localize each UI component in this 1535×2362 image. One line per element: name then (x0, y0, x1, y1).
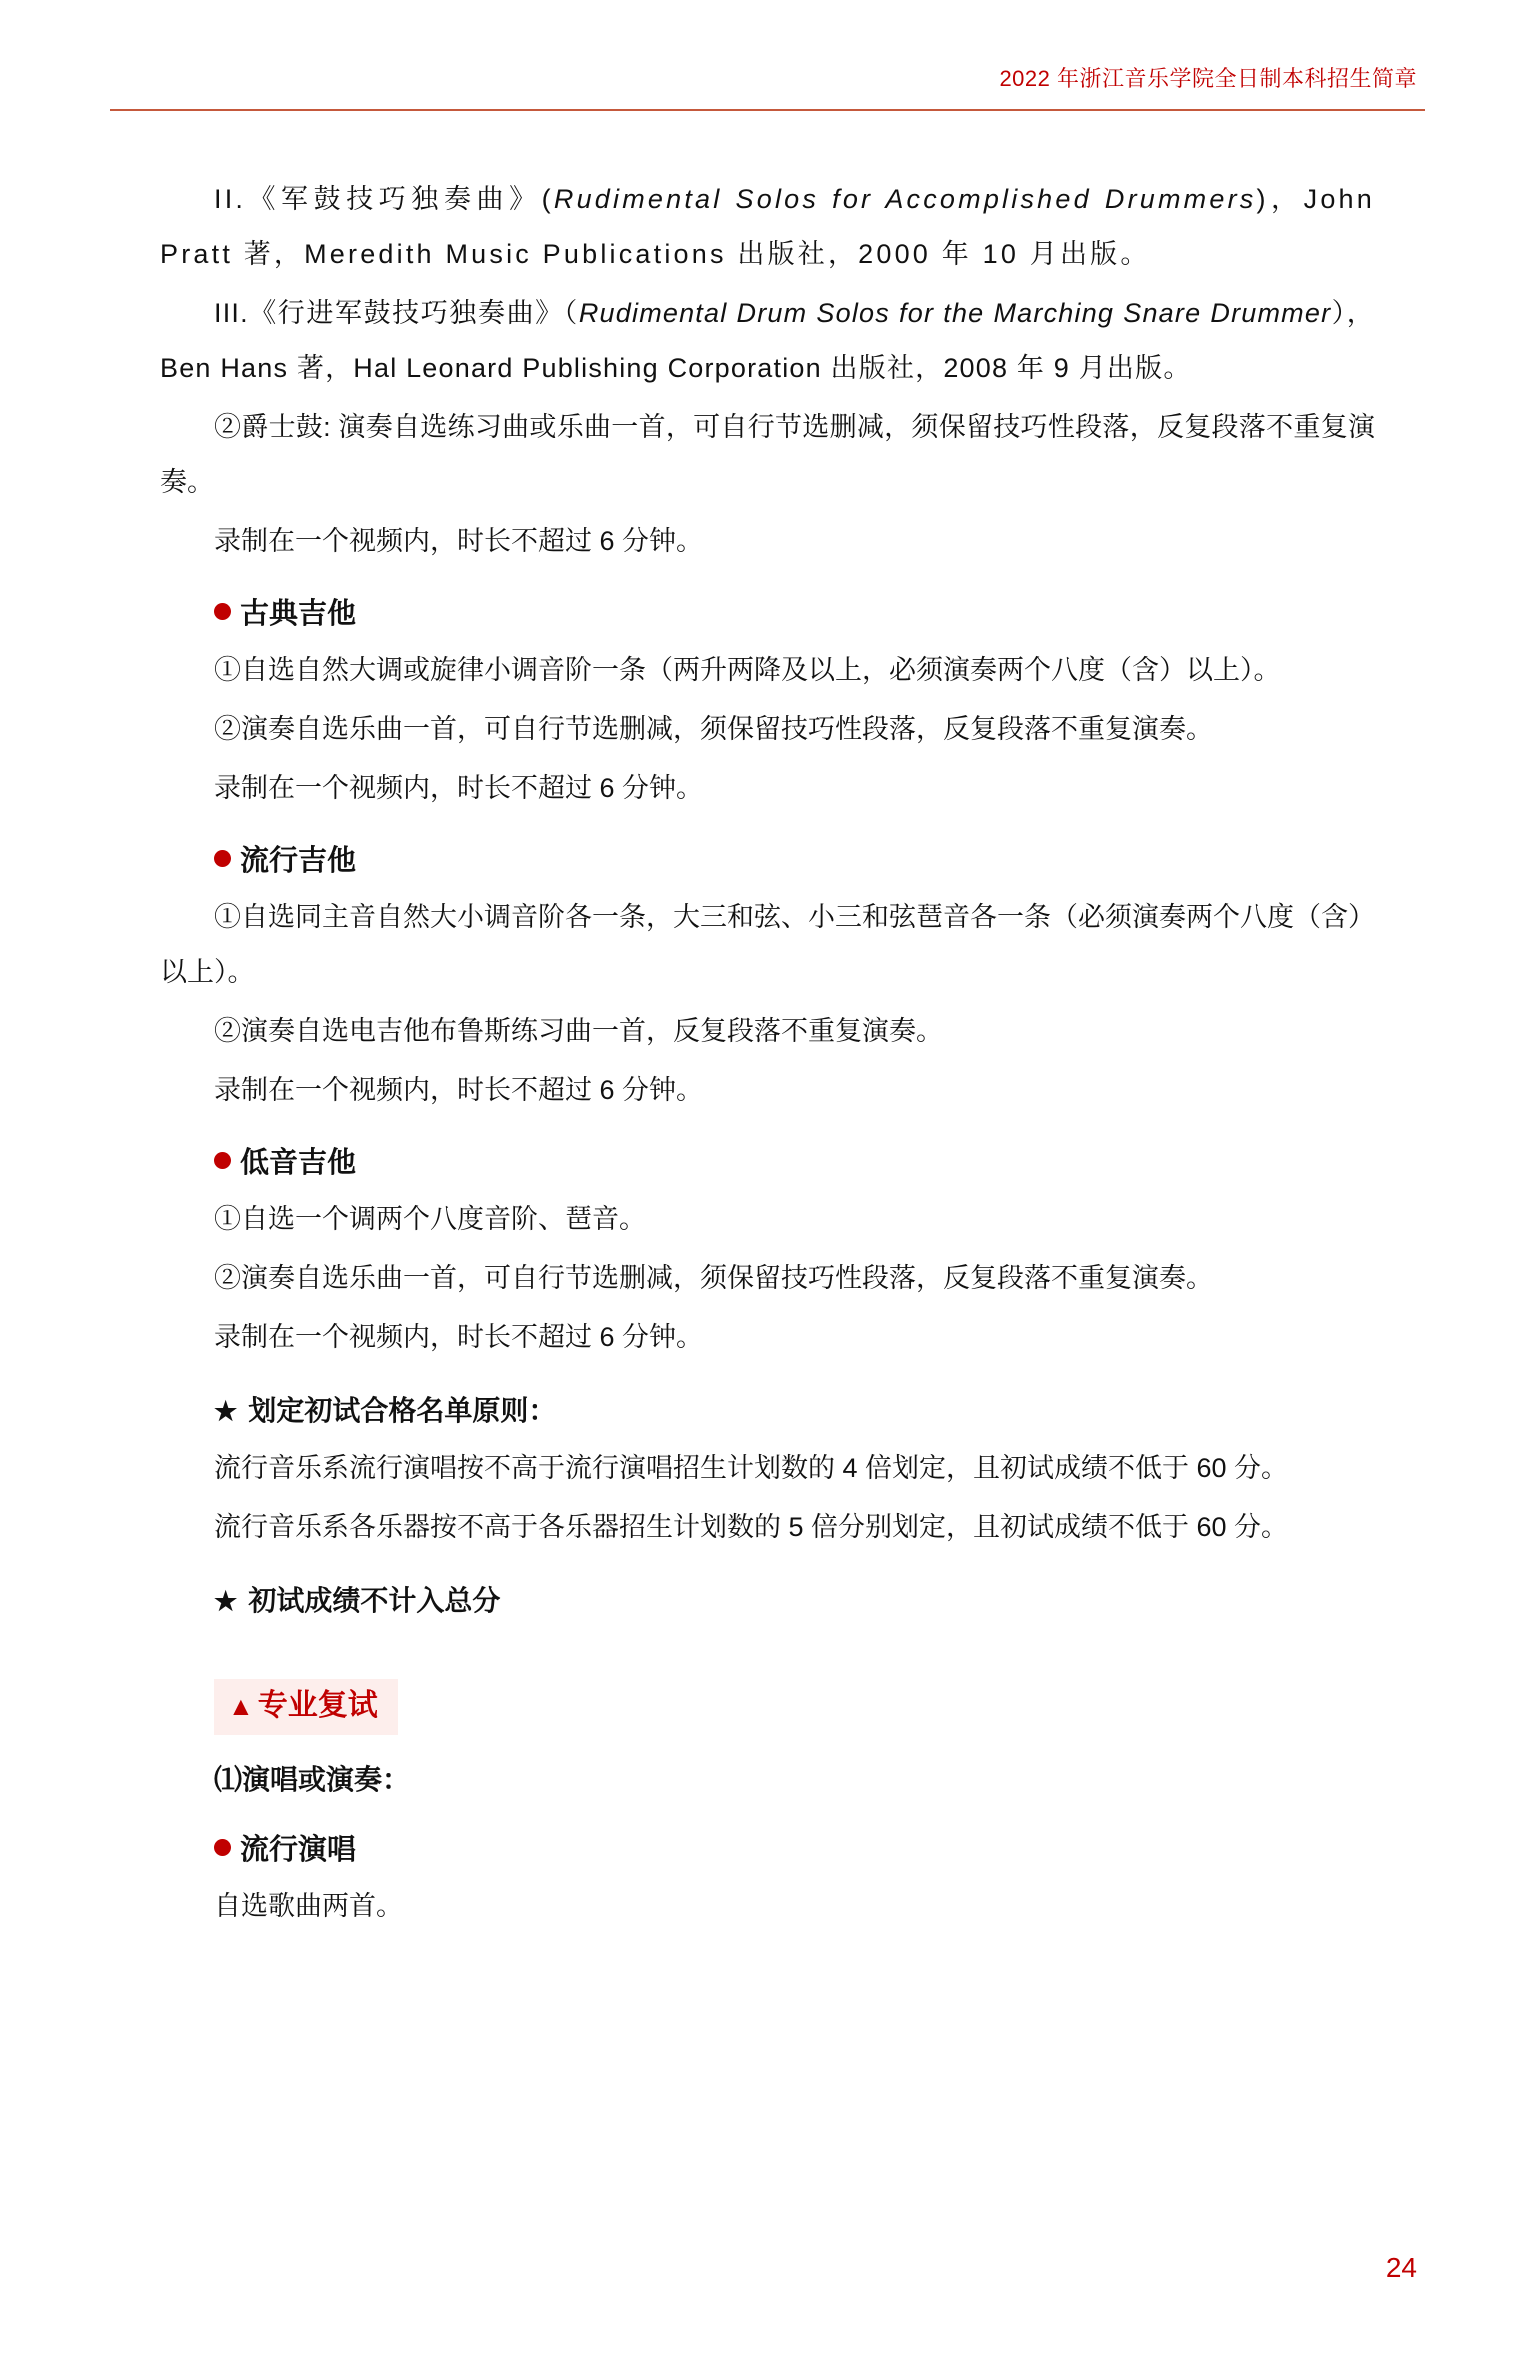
heading-no-total-score (160, 1575, 1375, 1627)
header-divider (110, 109, 1425, 111)
star-icon: ★ (214, 1586, 238, 1616)
roman-two-italic-title: Rudimental Solos for Accomplished Drummers (553, 184, 1257, 214)
paragraph-jazz-drum: ②爵士鼓: 演奏自选练习曲或乐曲一首，可自行节选删减，须保留技巧性段落，反复段落不重复演奏。 (160, 412, 1375, 497)
principle-item-1: 流行音乐系流行演唱按不高于流行演唱招生计划数的 4 倍划定，且初试成绩不低于 60 分。 (214, 1453, 1289, 1483)
heading-bass-guitar-label: 低音吉他 (240, 1147, 357, 1179)
heading-qualify-principle-label: 划定初试合格名单原则： (248, 1395, 557, 1426)
triangle-icon: ▲ (228, 1691, 254, 1721)
star-icon: ★ (214, 1396, 238, 1426)
red-disc-icon (214, 1839, 231, 1856)
page-header (0, 62, 1535, 122)
classical-guitar-item-1: ①自选自然大调或旋律小调音阶一条（两升两降及以上，必须演奏两个八度（含）以上）。 (214, 655, 1281, 685)
section-banner (160, 1679, 1375, 1735)
red-disc-icon (214, 603, 231, 620)
page-content (160, 172, 1375, 1938)
pop-guitar-item-2: ②演奏自选电吉他布鲁斯练习曲一首，反复段落不重复演奏。 (214, 1016, 943, 1046)
pop-guitar-item-1: ①自选同主音自然大小调音阶各一条，大三和弦、小三和弦琶音各一条（必须演奏两个八度（含）以上）。 (160, 902, 1375, 987)
heading-classical-guitar-label: 古典吉他 (240, 598, 357, 630)
bass-guitar-item-2: ②演奏自选乐曲一首，可自行节选删减，须保留技巧性段落，反复段落不重复演奏。 (214, 1263, 1213, 1293)
heading-no-total-score-label: 初试成绩不计入总分 (248, 1585, 501, 1616)
heading-pop-vocal-label: 流行演唱 (240, 1834, 357, 1866)
record-note-4: 录制在一个视频内，时长不超过 6 分钟。 (214, 1322, 704, 1352)
page-number: 24 (1385, 2252, 1417, 2283)
record-note-2: 录制在一个视频内，时长不超过 6 分钟。 (214, 773, 704, 803)
red-disc-icon (214, 1152, 231, 1169)
roman-three-italic-title: Rudimental Drum Solos for the Marching Snare Drummer (578, 298, 1332, 328)
roman-three-suffix: ），Ben Hans 著，Hal Leonard Publishing Corporation 出版社，2008 年 9 月出版。 (160, 298, 1375, 383)
record-note-3: 录制在一个视频内，时长不超过 6 分钟。 (214, 1075, 704, 1105)
roman-two-prefix: II.《军鼓技巧独奏曲》( (214, 184, 554, 214)
pop-vocal-item-1: 自选歌曲两首。 (214, 1891, 403, 1921)
heading-pop-vocal (160, 1827, 1375, 1873)
heading-bass-guitar (160, 1140, 1375, 1186)
heading-pop-guitar-label: 流行吉他 (240, 845, 357, 877)
section-banner-label: 专业复试 (257, 1689, 378, 1722)
section-banner-inner (214, 1679, 398, 1735)
paragraph-roman-three (160, 286, 1375, 396)
heading-qualify-principle (160, 1385, 1375, 1437)
roman-two-suffix: )，John Pratt 著，Meredith Music Publications 出版社，2000 年 10 月出版。 (160, 184, 1375, 269)
bass-guitar-item-1: ①自选一个调两个八度音阶、琶音。 (214, 1204, 646, 1234)
header-title: 2022 年浙江音乐学院全日制本科招生简章 (999, 66, 1417, 91)
roman-three-prefix: III.《行进军鼓技巧独奏曲》（ (214, 298, 579, 328)
paragraph-roman-two (160, 172, 1375, 282)
principle-item-2: 流行音乐系各乐器按不高于各乐器招生计划数的 5 倍分别划定，且初试成绩不低于 60 分。 (214, 1512, 1289, 1542)
record-note-1: 录制在一个视频内，时长不超过 6 分钟。 (214, 526, 704, 556)
red-disc-icon (214, 850, 231, 867)
heading-classical-guitar (160, 591, 1375, 637)
retest-item-1: ⑴演唱或演奏： (214, 1764, 411, 1795)
heading-pop-guitar (160, 838, 1375, 884)
classical-guitar-item-2: ②演奏自选乐曲一首，可自行节选删减，须保留技巧性段落，反复段落不重复演奏。 (214, 714, 1213, 744)
